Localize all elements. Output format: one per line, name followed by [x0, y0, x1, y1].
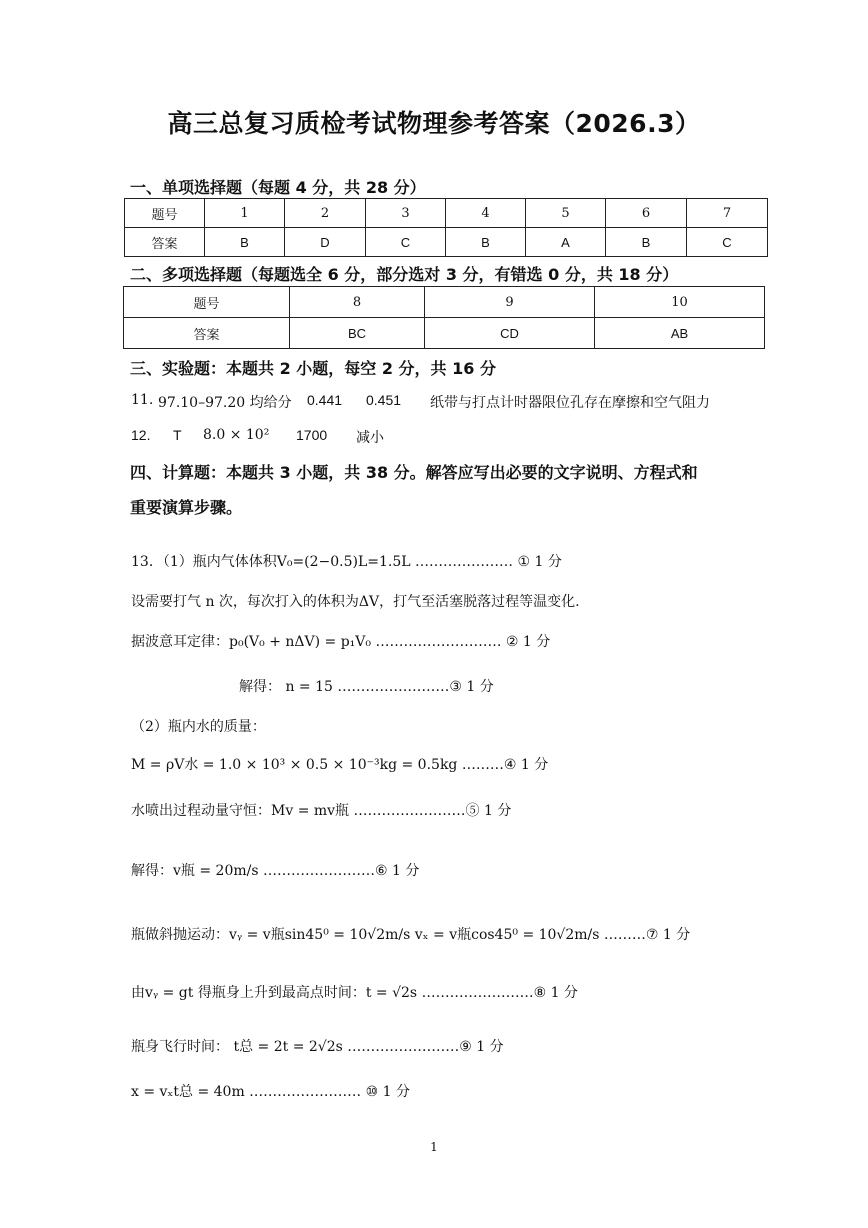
section1-heading: 一、单项选择题（每题 4 分，共 28 分） — [130, 178, 426, 197]
table-row-answers — [125, 228, 768, 257]
section4-heading-line1: 四、计算题：本题共 3 小题，共 38 分。解答应写出必要的文字说明、方程式和 — [130, 463, 698, 482]
table-row-questions — [124, 287, 765, 318]
page-number: 1 — [430, 1140, 438, 1154]
row-label-question: 题号 — [124, 287, 290, 318]
q13-line-3: 据波意耳定律：p₀(V₀ + nΔV) = p₁V₀ ……………………… ② 1 分 — [131, 634, 551, 650]
question-number: 10 — [595, 287, 765, 318]
answer-cell: BC — [290, 318, 425, 349]
answer-cell: C — [687, 228, 768, 257]
q13-line-12: x = vₓt总 = 40m …………………… ⑩ 1 分 — [131, 1084, 410, 1100]
question-number: 2 — [285, 199, 366, 228]
answer-cell: CD — [425, 318, 595, 349]
answer-cell: B — [205, 228, 285, 257]
answer-cell: A — [526, 228, 606, 257]
q13-line-7: 水喷出过程动量守恒：Mv = mv瓶 ……………………⑤ 1 分 — [131, 803, 512, 819]
answer-cell: C — [366, 228, 446, 257]
question-number: 4 — [446, 199, 526, 228]
row-label-question: 题号 — [125, 199, 205, 228]
table-row-answers — [124, 318, 765, 349]
q11-answer-3: 0.451 — [366, 392, 402, 408]
answer-cell: D — [285, 228, 366, 257]
q12-number: 12. — [131, 427, 151, 443]
table-row-questions — [125, 199, 768, 228]
q13-line-4: 解得： n = 15 ……………………③ 1 分 — [239, 679, 494, 695]
answer-cell: B — [446, 228, 526, 257]
q13-line-2: 设需要打气 n 次，每次打入的体积为ΔV，打气至活塞脱落过程等温变化. — [131, 594, 580, 610]
answer-cell: B — [606, 228, 687, 257]
q12-answer-1: T — [173, 427, 182, 443]
q11-answer-2: 0.441 — [307, 392, 343, 408]
question-number: 3 — [366, 199, 446, 228]
page-title: 高三总复习质检考试物理参考答案（2026.3） — [167, 109, 701, 138]
question-number: 7 — [687, 199, 768, 228]
q11-answer-4: 纸带与打点计时器限位孔存在摩擦和空气阻力 — [430, 395, 710, 411]
q11-answer-1: 97.10–97.20 均给分 — [158, 395, 292, 411]
section3-heading: 三、实验题：本题共 2 小题，每空 2 分，共 16 分 — [130, 359, 496, 378]
q11-number: 11. — [131, 392, 154, 408]
q13-line-9: 瓶做斜抛运动：vᵧ = v瓶sin45⁰ = 10√2m/s vₓ = v瓶cos45⁰ = 10√2m/s ………⑦ 1 分 — [131, 927, 691, 943]
q13-line-5: （2）瓶内水的质量： — [131, 719, 266, 735]
question-number: 1 — [205, 199, 285, 228]
question-number: 8 — [290, 287, 425, 318]
q12-answer-4: 减小 — [356, 430, 384, 446]
q13-line-1: 13．（1）瓶内气体体积V₀=(2−0.5)L=1.5L ………………… ① 1 分 — [131, 554, 562, 570]
q13-line-8: 解得：v瓶 = 20m/s ……………………⑥ 1 分 — [131, 863, 420, 879]
multi-choice-table — [123, 286, 765, 349]
q13-line-11: 瓶身飞行时间： t总 = 2t = 2√2s ……………………⑨ 1 分 — [131, 1039, 504, 1055]
section2-heading: 二、多项选择题（每题选全 6 分，部分选对 3 分，有错选 0 分，共 18 分） — [130, 265, 679, 284]
question-number: 6 — [606, 199, 687, 228]
question-number: 5 — [526, 199, 606, 228]
q12-answer-3: 1700 — [296, 427, 328, 443]
single-choice-table — [124, 198, 768, 257]
answer-cell: AB — [595, 318, 765, 349]
q12-answer-2: 8.0 × 10² — [203, 427, 270, 443]
question-number: 9 — [425, 287, 595, 318]
row-label-answer: 答案 — [125, 228, 205, 257]
row-label-answer: 答案 — [124, 318, 290, 349]
section4-heading-line2: 重要演算步骤。 — [130, 498, 243, 517]
q13-line-10: 由vᵧ = gt 得瓶身上升到最高点时间：t = √2s ……………………⑧ 1 分 — [131, 985, 578, 1001]
q13-line-6: M = ρV水 = 1.0 × 10³ × 0.5 × 10⁻³kg = 0.5kg ………④ 1 分 — [131, 757, 549, 773]
